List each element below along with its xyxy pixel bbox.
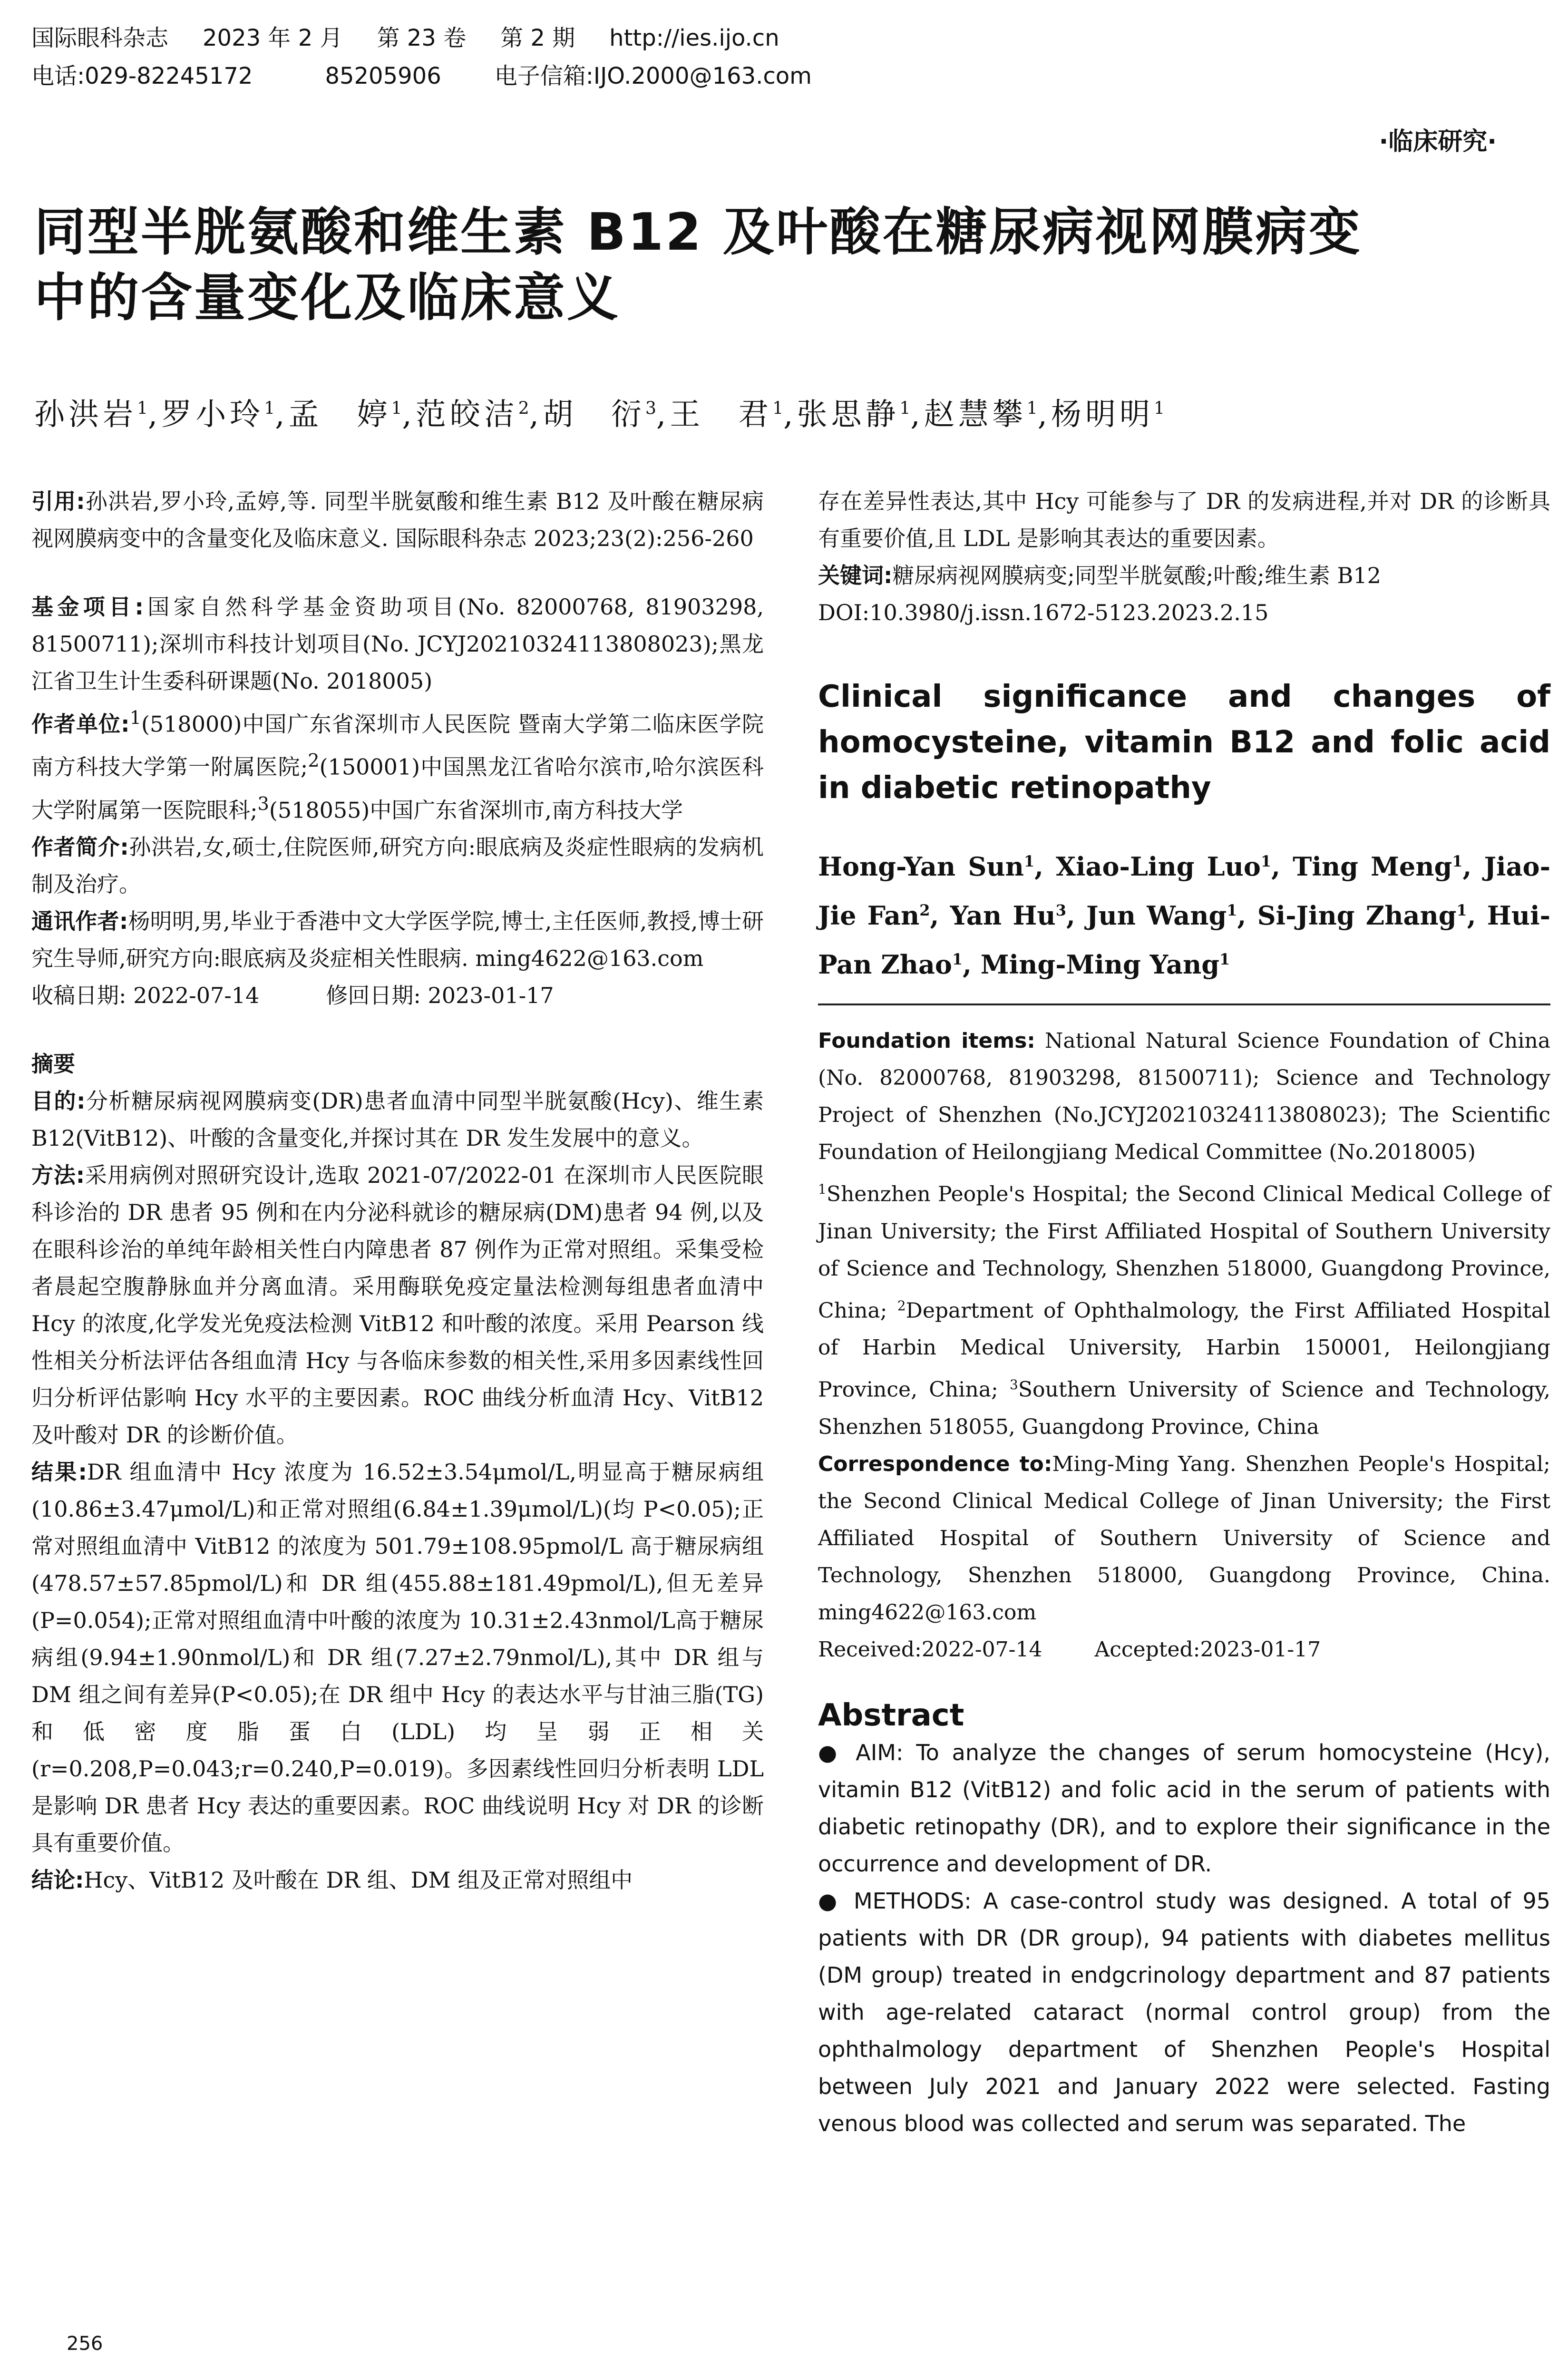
author-name: Jiao-Jie Fan [818,851,1550,931]
left-column [31,483,764,1899]
issue: 第 2 期 [500,25,575,51]
aim-en: ● AIM: To analyze the changes of serum homocysteine (Hcy), vitamin B12 (VitB12) and folic acid in the serum of patients with diabetic retinopathy (DR), and to explore their significance in the occurrence and development of DR. [818,1739,1551,1877]
keywords-cn: 关键词:糖尿病视网膜病变;同型半胱氨酸;叶酸;维生素 B12 [818,563,1381,588]
dates-en: Received:2022-07-14 Accepted:2023-01-17 [818,1637,1321,1662]
journal-header-line1 [31,24,814,52]
author-affiliation-mark: 1 [1219,950,1230,968]
title-line-1: 同型半胱氨酸和维生素 B12 及叶酸在糖尿病视网膜病变 [34,203,1362,262]
author-name: 罗小玲 [161,397,264,432]
conclusion-cn-cont: 存在差异性表达,其中 Hcy 可能参与了 DR 的发病进程,并对 DR 的诊断具有重要价值,且 LDL 是影响其表达的重要因素。 [818,488,1550,551]
author-name: Jun Wang [1086,900,1227,931]
author-affiliation-mark: 1 [264,399,275,419]
author-name: Ming-Ming Yang [980,949,1219,980]
phone2: 85205906 [325,63,441,89]
author-affiliation-mark: 1 [899,399,911,419]
aim-cn: 目的:分析糖尿病视网膜病变(DR)患者血清中同型半胱氨酸(Hcy)、维生素 B12(VitB12)、叶酸的含量变化,并探讨其在 DR 发生发展中的意义。 [31,1088,764,1151]
author-name: 杨明明 [1051,397,1154,432]
title-line-2: 中的含量变化及临床意义 [34,268,621,328]
author-name: Xiao-Ling Luo [1056,851,1261,882]
email[interactable]: 电子信箱:IJO.2000@163.com [494,63,812,89]
author-name: Hui-Pan Zhao [818,900,1550,980]
corresponding-author: 通讯作者:杨明明,男,毕业于香港中文大学医学院,博士,主任医师,教授,博士研究生导师,研究方向:眼底病及炎症相关性眼病. ming4622@163.com [31,908,764,971]
english-title: Clinical significance and changes of homocysteine, vitamin B12 and folic acid in diabetic retinopathy [818,679,1550,806]
journal-name: 国际眼科杂志 [31,25,169,51]
phone: 电话:029-82245172 [31,63,253,89]
author-name: 王 君 [670,397,773,432]
right-column [818,483,1550,2142]
author-affiliation-mark: 1 [1023,852,1035,870]
author-affiliation-mark: 1 [137,399,148,419]
authors-cn: 孙洪岩$^1$,罗小玲$^1$,孟 婷$^1$,范皎洁$^2$,胡 衍$^3$,王 君$^1$,张思静$^1$,赵慧攀$^1$,杨明明$^1$ [34,397,1165,432]
author-affiliation-mark: 1 [952,950,963,968]
author-name: 范皎洁 [415,397,518,432]
author-unit: 作者单位:$^1$(518000)中国广东省深圳市人民医院 暨南大学第二临床医学院 南方科技大学第一附属医院;$^2$(150001)中国黑龙江省哈尔滨市,哈尔滨医科大学附属第一医院眼科;$^3$(518055)中国广东省深圳市,南方科技大学 [31,707,764,823]
author-name: Ting Meng [1293,851,1452,882]
abstract-en [818,1734,1550,2142]
author-affiliation-mark: 1 [1456,901,1467,919]
citation: 引用:孙洪岩,罗小玲,孟婷,等. 同型半胱氨酸和维生素 B12 及叶酸在糖尿病视网膜病变中的含量变化及临床意义. 国际眼科杂志 2023;23(2):256-260 [31,488,764,551]
author-name: Si-Jing Zhang [1257,900,1457,931]
volume: 第 23 卷 [377,25,467,51]
doi[interactable]: DOI:10.3980/j.issn.1672-5123.2023.2.15 [818,600,1269,625]
author-affiliation-mark: 1 [1026,399,1038,419]
author-affiliation-mark: 1 [391,399,402,419]
author-affiliation-mark: 1 [772,399,784,419]
affiliations-en: $^1$Shenzhen People's Hospital; the Second Clinical Medical College of Jinan University; the First Affiliated Hospital of Southern University of Science and Technology, Shenzhen 518000, Guangdong Province, China; $^2$Department of Ophthalmology, the First Affiliated Hospital of Harbin Medical University, Harbin 150001, Heilongjiang Province, China; $^3$Southern University of Science and Technology, Shenzhen 518055, Guangdong Province, China [818,1181,1550,1439]
journal-header-line2 [31,62,846,90]
author-name: 孙洪岩 [34,397,137,432]
fund-info: 基金项目:国家自然科学基金资助项目(No. 82000768, 81903298, 81500711);深圳市科技计划项目(No. JCYJ20210324113808023);黑龙江省卫生计生委科研课题(No. 2018005) [31,594,764,694]
correspondence-en: Correspondence to:Ming-Ming Yang. Shenzhen People's Hospital; the Second Clinical Medical College of Jinan University; the First Affiliated Hospital of Southern University of Science and Technology, Shenzhen 518000, Guangdong Province, China. ming4622@163.com [818,1452,1550,1625]
section-tag: ·临床研究· [1379,127,1497,156]
abstract-heading-en: Abstract [818,1697,964,1733]
abstract-heading-cn: 摘要 [31,1051,75,1077]
methods-cn: 方法:采用病例对照研究设计,选取 2021-07/2022-01 在深圳市人民医院眼科诊治的 DR 患者 95 例和在内分泌科就诊的糖尿病(DM)患者 94 例,以及在眼科诊治的单纯年龄相关性白内障患者 87 例作为正常对照组。采集受检者晨起空腹静脉血并分离血清。采用酶联免疫定量法检测每组患者血清中 Hcy 的浓度,化学发光免疫法检测 VitB12 和叶酸的浓度。采用 Pearson 线性相关分析法评估各组血清 Hcy 与各临床参数的相关性,采用多因素线性回归分析评估影响 Hcy 水平的主要因素。ROC 曲线分析血清 Hcy、VitB12 及叶酸对 DR 的诊断价值。 [31,1162,764,1448]
methods-en: ● METHODS: A case-control study was designed. A total of 95 patients with DR (DR group), 94 patients with diabetes mellitus (DM group) treated in endgcrinology department and 87 patients with age-related cataract (normal control group) from the ophthalmology department of Shenzhen People's Hospital between July 2021 and January 2022 were selected. Fasting venous blood was collected and serum was separated. The [818,1888,1550,2136]
dates: 收稿日期: 2022-07-14 修回日期: 2023-01-17 [31,982,554,1008]
journal-url[interactable]: http://ies.ijo.cn [609,25,779,51]
author-name: Yan Hu [950,900,1056,931]
author-name: 张思静 [797,397,900,432]
author-affiliation-mark: 3 [1055,901,1066,919]
results-cn: 结果:DR 组血清中 Hcy 浓度为 16.52±3.54μmol/L,明显高于糖尿病组(10.86±3.47μmol/L)和正常对照组(6.84±1.39μmol/L)(均 P<0.05);正常对照组血清中 VitB12 的浓度为 501.79±108.95pmol/L 高于糖尿病组(478.57±57.85pmol/L)和 DR 组(455.88±181.49pmol/L),但无差异(P=0.054);正常对照组血清中叶酸的浓度为 10.31±2.43nmol/L高于糖尿病组(9.94±1.90nmol/L)和 DR 组(7.27±2.79nmol/L),其中 DR 组与 DM 组之间有差异(P<0.05);在 DR 组中 Hcy 的表达水平与甘油三脂(TG)和低密度脂蛋白(LDL)均呈弱正相关(r=0.208,P=0.043;r=0.240,P=0.019)。多因素线性回归分析表明 LDL 是影响 DR 患者 Hcy 表达的重要因素。ROC 曲线说明 Hcy 对 DR 的诊断具有重要价值。 [31,1459,764,1856]
authors-en: Hong-Yan Sun$^1$, Xiao-Ling Luo$^1$, Ting Meng$^1$, Jiao-Jie Fan$^2$, Yan Hu$^3$, Jun Wang$^1$, Si-Jing Zhang$^1$, Hui-Pan Zhao$^1$, Ming-Ming Yang$^1$ [818,851,1550,980]
page-title [34,200,1532,331]
author-name: Hong-Yan Sun [818,851,1024,882]
author-affiliation-mark: 2 [919,901,930,919]
english-front-matter [818,1023,1550,1668]
author-intro: 作者简介:孙洪岩,女,硕士,住院医师,研究方向:眼底病及炎症性眼病的发病机制及治疗。 [31,834,764,897]
author-name: 赵慧攀 [924,397,1027,432]
author-affiliation-mark: 2 [518,399,529,419]
author-name: 孟 婷 [288,397,391,432]
author-affiliation-mark: 1 [1227,901,1237,919]
author-name: 胡 衍 [543,397,645,432]
author-affiliation-mark: 1 [1260,852,1272,870]
author-affiliation-mark: 3 [645,399,656,419]
author-affiliation-mark: 1 [1154,399,1165,419]
conclusion-cn: 结论:Hcy、VitB12 及叶酸在 DR 组、DM 组及正常对照组中 [31,1867,633,1893]
page-number: 256 [67,2333,103,2355]
author-affiliation-mark: 1 [1452,852,1463,870]
foundation-items: Foundation items: National Natural Science Foundation of China (No. 82000768, 81903298, 81500711); Science and Technology Project of Shenzhen (No.JCYJ20210324113808023); The Scientific Foundation of Heilongjiang Medical Committee (No.2018005) [818,1029,1551,1164]
issue-date: 2023 年 2 月 [203,25,343,51]
